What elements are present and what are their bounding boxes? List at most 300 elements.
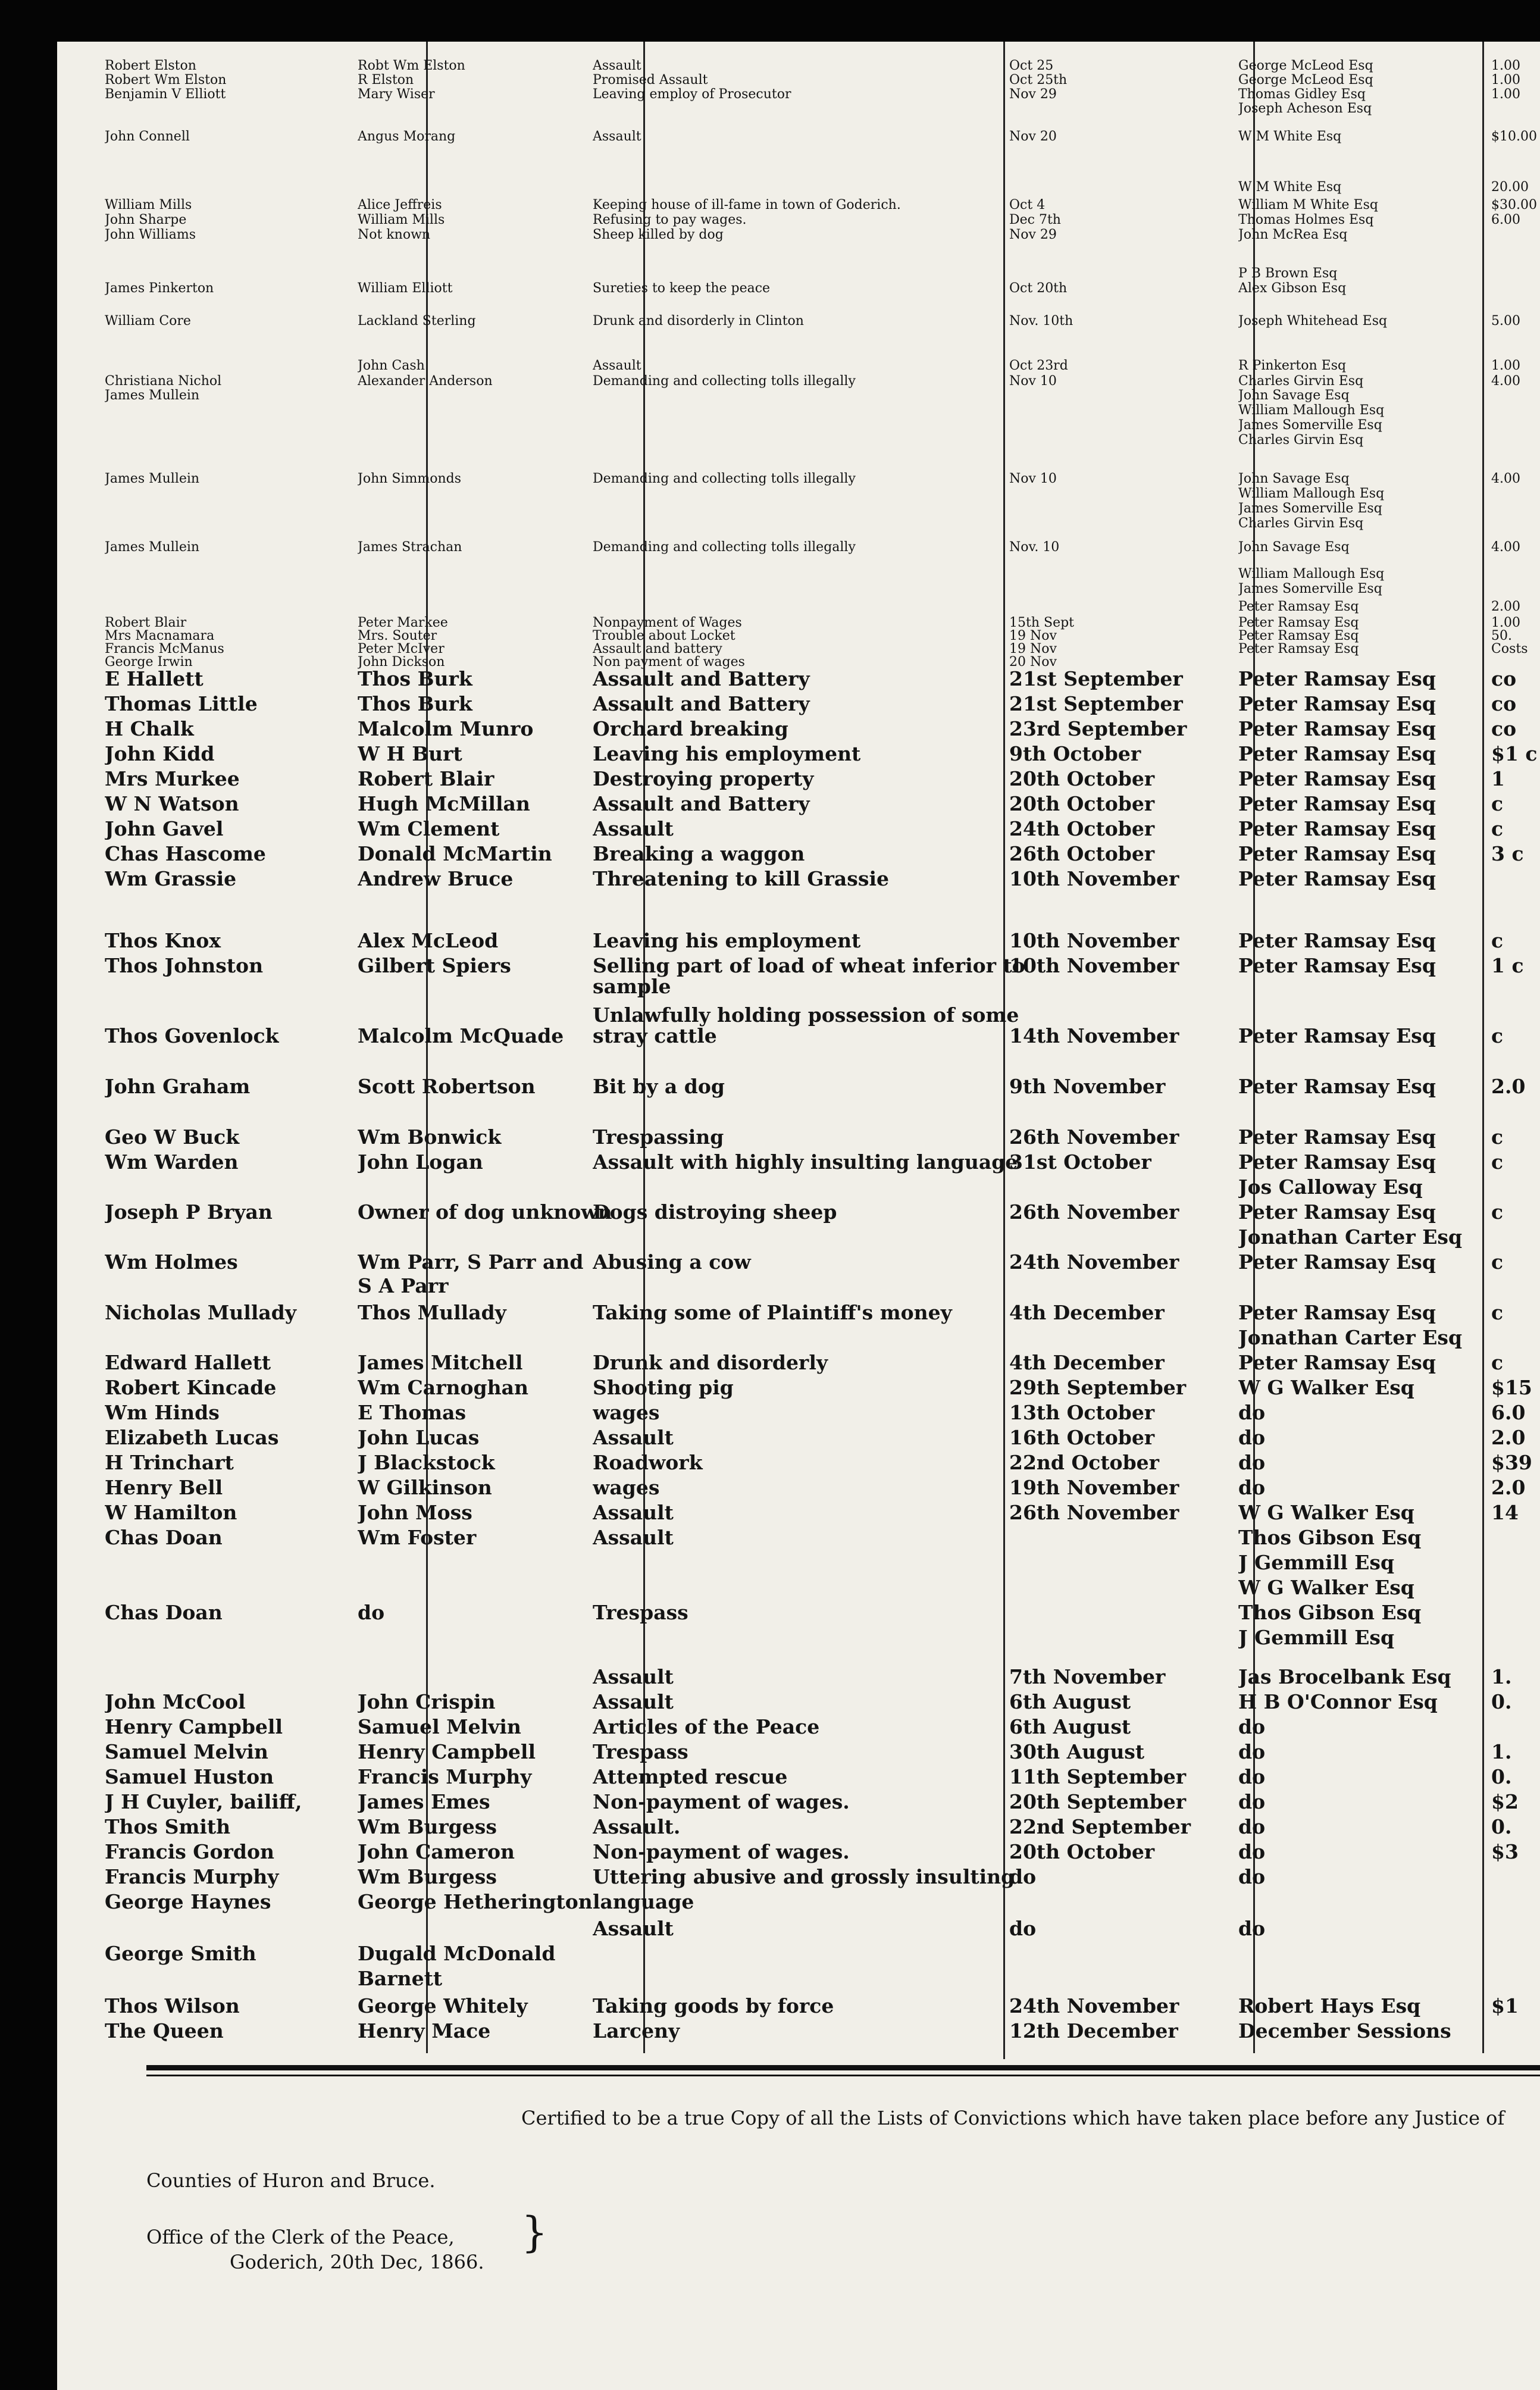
cell-offence: wages xyxy=(593,1476,660,1499)
cell-name-defendant: W Hamilton xyxy=(105,1501,237,1524)
cell-fine: 1.00 xyxy=(1491,615,1520,630)
cell-name-defendant: Benjamin V Elliott xyxy=(105,87,226,102)
cell-date: 13th October xyxy=(1009,1401,1155,1424)
cell-justice: Peter Ramsay Esq xyxy=(1238,929,1436,952)
cell-date: Nov 10 xyxy=(1009,471,1057,486)
cell-fine: 2.0 xyxy=(1491,1075,1526,1098)
cell-justice: James Somerville Esq xyxy=(1238,581,1382,596)
clerk-office-line: Office of the Clerk of the Peace, xyxy=(146,2226,455,2248)
cell-fine: co xyxy=(1491,667,1517,690)
cell-name-defendant: John Gavel xyxy=(105,817,224,840)
cell-fine: c xyxy=(1491,1125,1504,1149)
cell-date: 26th November xyxy=(1009,1200,1179,1224)
cell-date: 9th October xyxy=(1009,742,1141,765)
cell-justice: Joseph Whitehead Esq xyxy=(1238,314,1388,329)
cell-name-defendant: Francis Gordon xyxy=(105,1840,274,1863)
cell-justice: Robert Hays Esq xyxy=(1238,1994,1421,2017)
cell-fine: 2.00 xyxy=(1491,599,1520,614)
cell-justice: Thos Gibson Esq xyxy=(1238,1601,1422,1624)
cell-offence: Trouble about Locket xyxy=(593,628,735,643)
cell-fine: c xyxy=(1491,817,1504,840)
cell-name-prosecutor: John Dickson xyxy=(358,655,445,670)
cell-justice: John McRea Esq xyxy=(1238,227,1348,242)
cell-name-prosecutor: Alex McLeod xyxy=(358,929,499,952)
cell-name-prosecutor: W H Burt xyxy=(358,742,462,765)
cell-offence: Keeping house of ill-fame in town of Goderich. xyxy=(593,198,901,212)
cell-justice: Charles Girvin Esq xyxy=(1238,374,1364,389)
cell-name-defendant: Geo W Buck xyxy=(105,1125,240,1149)
cell-justice: Peter Ramsay Esq xyxy=(1238,1351,1436,1374)
cell-offence: Assault xyxy=(593,129,641,144)
cell-fine: 6.0 xyxy=(1491,1401,1526,1424)
cell-date: Nov. 10th xyxy=(1009,314,1073,329)
cell-date: 15th Sept xyxy=(1009,615,1075,630)
cell-fine: 1. xyxy=(1491,1665,1512,1688)
cell-name-defendant: Wm Holmes xyxy=(105,1250,238,1274)
cell-date: Nov. 10 xyxy=(1009,540,1060,555)
cell-justice: Peter Ramsay Esq xyxy=(1238,599,1359,614)
cell-fine: 0. xyxy=(1491,1690,1512,1713)
cell-offence: Sheep killed by dog xyxy=(593,227,724,242)
cell-fine: 20.00 xyxy=(1491,180,1529,195)
cell-justice: do xyxy=(1238,1765,1266,1788)
cell-offence: Bit by a dog xyxy=(593,1075,725,1098)
cell-offence: Assault xyxy=(593,1501,674,1524)
cell-offence: Demanding and collecting tolls illegally xyxy=(593,374,856,389)
cell-justice: W G Walker Esq xyxy=(1238,1376,1414,1399)
cell-fine: 1. xyxy=(1491,1740,1512,1763)
cell-name-prosecutor: Thos Burk xyxy=(358,667,472,690)
cell-date: 7th November xyxy=(1009,1665,1166,1688)
cell-name-prosecutor: John Simmonds xyxy=(358,471,462,486)
cell-offence: Leaving his employment xyxy=(593,929,861,952)
cell-name-prosecutor: Dugald McDonald xyxy=(358,1942,556,1965)
cell-name-prosecutor: Wm Burgess xyxy=(358,1865,497,1888)
cell-offence: Selling part of load of wheat inferior to xyxy=(593,954,1025,977)
cell-name-defendant: George Irwin xyxy=(105,655,193,670)
cell-name-defendant: Elizabeth Lucas xyxy=(105,1426,279,1449)
cell-name-prosecutor: Thos Mullady xyxy=(358,1301,506,1324)
cell-justice: do xyxy=(1238,1715,1266,1738)
cell-name-prosecutor: Thos Burk xyxy=(358,692,472,715)
cell-name-prosecutor: Gilbert Spiers xyxy=(358,954,511,977)
cell-name-defendant: Wm Warden xyxy=(105,1150,239,1174)
counties-line: Counties of Huron and Bruce. xyxy=(146,2169,436,2192)
cell-offence: Assault and Battery xyxy=(593,692,810,715)
cell-name-prosecutor: E Thomas xyxy=(358,1401,467,1424)
cell-name-prosecutor: Alice Jeffreis xyxy=(358,198,442,212)
cell-offence: Roadwork xyxy=(593,1451,703,1474)
cell-justice: Thomas Holmes Esq xyxy=(1238,212,1374,227)
cell-fine: 1 c xyxy=(1491,954,1524,977)
cell-fine: 4.00 xyxy=(1491,540,1520,555)
cell-justice: Joseph Acheson Esq xyxy=(1238,101,1372,116)
cell-justice: Peter Ramsay Esq xyxy=(1238,1250,1436,1274)
cell-name-prosecutor: Andrew Bruce xyxy=(358,867,514,890)
cell-name-defendant: Henry Bell xyxy=(105,1476,223,1499)
cell-name-prosecutor: Owner of dog unknown xyxy=(358,1200,612,1224)
cell-name-prosecutor: R Elston xyxy=(358,73,414,87)
cell-offence: Trespass xyxy=(593,1740,688,1763)
cell-name-defendant: George Smith xyxy=(105,1942,256,1965)
cell-name-prosecutor: Francis Murphy xyxy=(358,1765,532,1788)
cell-name-prosecutor: George Whitely xyxy=(358,1994,528,2017)
cell-date: Oct 4 xyxy=(1009,198,1046,212)
cell-offence: Dogs distroying sheep xyxy=(593,1200,837,1224)
cell-name-defendant: Chas Hascome xyxy=(105,842,266,865)
cell-fine: $2 xyxy=(1491,1790,1519,1813)
cell-name-prosecutor: James Emes xyxy=(358,1790,490,1813)
cell-name-prosecutor: J Blackstock xyxy=(358,1451,495,1474)
cell-justice: do xyxy=(1238,1451,1266,1474)
cell-date: 14th November xyxy=(1009,1024,1179,1047)
cell-offence: Articles of the Peace xyxy=(593,1715,820,1738)
cell-fine: 14 xyxy=(1491,1501,1519,1524)
cell-date: 4th December xyxy=(1009,1301,1165,1324)
cell-justice: William M White Esq xyxy=(1238,198,1378,212)
brace-glyph: } xyxy=(521,2208,548,2257)
cell-offence: Assault xyxy=(593,1690,674,1713)
cell-name-prosecutor: John Moss xyxy=(358,1501,472,1524)
cell-justice: Peter Ramsay Esq xyxy=(1238,1200,1436,1224)
cell-justice: George McLeod Esq xyxy=(1238,73,1373,87)
cell-fine: $30.00 xyxy=(1491,198,1537,212)
cell-date: Nov 10 xyxy=(1009,374,1057,389)
cell-date: 30th August xyxy=(1009,1740,1145,1763)
cell-fine: 0. xyxy=(1491,1815,1512,1838)
cell-offence: language xyxy=(593,1890,694,1913)
cell-name-prosecutor: Malcolm Munro xyxy=(358,717,534,740)
cell-name-defendant: John Williams xyxy=(105,227,196,242)
cell-justice: James Somerville Esq xyxy=(1238,418,1382,433)
cell-justice: John Savage Esq xyxy=(1238,540,1350,555)
cell-offence: Assault and Battery xyxy=(593,792,810,815)
cell-name-defendant: H Chalk xyxy=(105,717,194,740)
cell-date: 26th November xyxy=(1009,1125,1179,1149)
cell-offence: Larceny xyxy=(593,2019,680,2042)
cell-justice: William Mallough Esq xyxy=(1238,567,1385,581)
cell-name-defendant: Christiana Nichol xyxy=(105,374,222,389)
cell-name-defendant: The Queen xyxy=(105,2019,224,2042)
cell-name-defendant: Robert Blair xyxy=(105,615,187,630)
cell-fine: c xyxy=(1491,1024,1504,1047)
cell-date: 16th October xyxy=(1009,1426,1155,1449)
cell-date: 6th August xyxy=(1009,1690,1131,1713)
cell-name-defendant: W N Watson xyxy=(105,792,239,815)
cell-offence: Leaving his employment xyxy=(593,742,861,765)
cell-justice: Peter Ramsay Esq xyxy=(1238,742,1436,765)
cell-name-defendant: Robert Wm Elston xyxy=(105,73,227,87)
cell-name-prosecutor: Wm Bonwick xyxy=(358,1125,502,1149)
cell-offence: Orchard breaking xyxy=(593,717,788,740)
cell-name-defendant: John Graham xyxy=(105,1075,251,1098)
cell-fine: 2.0 xyxy=(1491,1426,1526,1449)
cell-justice: Peter Ramsay Esq xyxy=(1238,867,1436,890)
cell-name-defendant: John Kidd xyxy=(105,742,215,765)
cell-date: Oct 25 xyxy=(1009,58,1054,73)
cell-justice: do xyxy=(1238,1840,1266,1863)
cell-name-prosecutor: Lackland Sterling xyxy=(358,314,476,329)
cell-fine: $39 xyxy=(1491,1451,1532,1474)
cell-date: 24th November xyxy=(1009,1994,1179,2017)
cell-date: Oct 25th xyxy=(1009,73,1068,87)
place-date-line: Goderich, 20th Dec, 1866. xyxy=(230,2251,484,2273)
cell-date: 29th September xyxy=(1009,1376,1187,1399)
cell-name-prosecutor: John Logan xyxy=(358,1150,483,1174)
cell-name-defendant: Joseph P Bryan xyxy=(105,1200,273,1224)
cell-justice: December Sessions xyxy=(1238,2019,1451,2042)
cell-fine: c xyxy=(1491,1301,1504,1324)
cell-fine: 4.00 xyxy=(1491,374,1520,389)
cell-date: 23rd September xyxy=(1009,717,1187,740)
cell-fine: c xyxy=(1491,929,1504,952)
cell-offence: Demanding and collecting tolls illegally xyxy=(593,471,856,486)
cell-name-prosecutor: John Lucas xyxy=(358,1426,480,1449)
cell-name-prosecutor: Wm Carnoghan xyxy=(358,1376,528,1399)
cell-offence: Demanding and collecting tolls illegally xyxy=(593,540,856,555)
cell-date: do xyxy=(1009,1865,1037,1888)
cell-offence: Assault. xyxy=(593,1815,681,1838)
cell-fine: 4.00 xyxy=(1491,471,1520,486)
cell-justice: do xyxy=(1238,1865,1266,1888)
cell-justice: Peter Ramsay Esq xyxy=(1238,667,1436,690)
cell-offence: stray cattle xyxy=(593,1024,717,1047)
cell-justice: Peter Ramsay Esq xyxy=(1238,817,1436,840)
cell-name-defendant: George Haynes xyxy=(105,1890,271,1913)
cell-name-defendant: H Trinchart xyxy=(105,1451,234,1474)
cell-offence: Nonpayment of Wages xyxy=(593,615,742,630)
cell-date: Oct 23rd xyxy=(1009,358,1068,373)
cell-offence: Unlawfully holding possession of some xyxy=(593,1003,1019,1027)
cell-name-defendant: Henry Campbell xyxy=(105,1715,283,1738)
cell-justice: H B O'Connor Esq xyxy=(1238,1690,1438,1713)
cell-justice: W M White Esq xyxy=(1238,129,1342,144)
cell-fine: 6.00 xyxy=(1491,212,1520,227)
cell-fine: Costs xyxy=(1491,642,1528,656)
cell-name-defendant: Robert Elston xyxy=(105,58,196,73)
cell-justice: W G Walker Esq xyxy=(1238,1576,1414,1599)
cell-name-defendant: Thos Knox xyxy=(105,929,221,952)
cell-name-prosecutor: Wm Foster xyxy=(358,1526,477,1549)
cell-name-defendant: James Mullein xyxy=(105,540,200,555)
cell-fine: c xyxy=(1491,1150,1504,1174)
cell-name-prosecutor: Barnett xyxy=(358,1967,443,1990)
cell-name-defendant: Nicholas Mullady xyxy=(105,1301,297,1324)
cell-name-prosecutor: Angus Morang xyxy=(358,129,456,144)
cell-justice: Peter Ramsay Esq xyxy=(1238,628,1359,643)
cell-offence: Leaving employ of Prosecutor xyxy=(593,87,791,102)
cell-offence: Non payment of wages xyxy=(593,655,745,670)
cell-fine: c xyxy=(1491,1351,1504,1374)
cell-offence: Refusing to pay wages. xyxy=(593,212,747,227)
cell-justice: William Mallough Esq xyxy=(1238,486,1385,501)
cell-name-prosecutor: Wm Parr, S Parr and xyxy=(358,1250,584,1274)
cell-fine: $10.00 xyxy=(1491,129,1537,144)
cell-justice: James Somerville Esq xyxy=(1238,501,1382,516)
cell-offence: Shooting pig xyxy=(593,1376,734,1399)
cell-offence: Assault xyxy=(593,1917,674,1940)
cell-name-defendant: John Sharpe xyxy=(105,212,187,227)
cell-name-prosecutor: W Gilkinson xyxy=(358,1476,492,1499)
cell-date: 20th October xyxy=(1009,767,1155,790)
cell-justice: Peter Ramsay Esq xyxy=(1238,1150,1436,1174)
cell-fine: 3 c xyxy=(1491,842,1524,865)
cell-fine: 5.00 xyxy=(1491,314,1520,329)
cell-justice: R Pinkerton Esq xyxy=(1238,358,1347,373)
cell-justice: George McLeod Esq xyxy=(1238,58,1373,73)
double-rule xyxy=(146,2065,1540,2070)
cell-fine: 0. xyxy=(1491,1765,1512,1788)
cell-justice: do xyxy=(1238,1790,1266,1813)
cell-name-defendant: William Core xyxy=(105,314,191,329)
cell-date: 19th November xyxy=(1009,1476,1179,1499)
cell-name-defendant: James Mullein xyxy=(105,471,200,486)
cell-date: 26th October xyxy=(1009,842,1155,865)
cell-justice: Peter Ramsay Esq xyxy=(1238,1301,1436,1324)
cell-fine: co xyxy=(1491,717,1517,740)
cell-fine: 1 xyxy=(1491,767,1505,790)
cell-date: 20th September xyxy=(1009,1790,1187,1813)
cell-name-defendant: William Mills xyxy=(105,198,192,212)
cell-fine: 1.00 xyxy=(1491,358,1520,373)
cell-fine: 2.0 xyxy=(1491,1476,1526,1499)
cell-name-prosecutor: Donald McMartin xyxy=(358,842,552,865)
cell-offence: Assault xyxy=(593,817,674,840)
cell-date: Oct 20th xyxy=(1009,281,1068,296)
cell-date: 24th October xyxy=(1009,817,1155,840)
cell-name-defendant: Thos Smith xyxy=(105,1815,231,1838)
cell-name-defendant: J H Cuyler, bailiff, xyxy=(105,1790,302,1813)
cell-offence: Trespassing xyxy=(593,1125,724,1149)
cell-name-defendant: James Pinkerton xyxy=(105,281,214,296)
cell-name-defendant: Mrs Murkee xyxy=(105,767,240,790)
cell-fine: c xyxy=(1491,1250,1504,1274)
cell-name-defendant: James Mullein xyxy=(105,388,200,403)
cell-name-defendant: Thos Wilson xyxy=(105,1994,240,2017)
cell-name-prosecutor: Mrs. Souter xyxy=(358,628,437,643)
cell-offence: Assault xyxy=(593,1426,674,1449)
cell-justice: J Gemmill Esq xyxy=(1238,1626,1395,1649)
cell-fine: 50. xyxy=(1491,628,1512,643)
cell-offence: Destroying property xyxy=(593,767,814,790)
cell-date: Dec 7th xyxy=(1009,212,1061,227)
cell-name-prosecutor: James Mitchell xyxy=(358,1351,523,1374)
cell-name-prosecutor: Peter McIver xyxy=(358,642,445,656)
cell-offence: Promised Assault xyxy=(593,73,708,87)
cell-name-defendant: Thomas Little xyxy=(105,692,258,715)
cell-justice: Jonathan Carter Esq xyxy=(1238,1225,1463,1249)
cell-justice: P B Brown Esq xyxy=(1238,266,1338,281)
certification-statement: Certified to be a true Copy of all the Lists of Convictions which have taken place before any Justice of xyxy=(521,2107,1505,2129)
cell-fine: $3 xyxy=(1491,1840,1519,1863)
cell-name-prosecutor: S A Parr xyxy=(358,1274,449,1297)
cell-justice: Peter Ramsay Esq xyxy=(1238,1075,1436,1098)
cell-name-prosecutor: Peter Markee xyxy=(358,615,448,630)
cell-date: 21st September xyxy=(1009,667,1183,690)
cell-name-prosecutor: William Mills xyxy=(358,212,445,227)
cell-name-defendant: Mrs Macnamara xyxy=(105,628,215,643)
cell-name-prosecutor: Henry Mace xyxy=(358,2019,491,2042)
cell-justice: Peter Ramsay Esq xyxy=(1238,642,1359,656)
cell-justice: Charles Girvin Esq xyxy=(1238,516,1364,531)
cell-name-prosecutor: James Strachan xyxy=(358,540,462,555)
cell-justice: Jonathan Carter Esq xyxy=(1238,1326,1463,1349)
convictions-page xyxy=(57,42,1540,2390)
cell-justice: do xyxy=(1238,1426,1266,1449)
cell-name-defendant: Samuel Melvin xyxy=(105,1740,268,1763)
cell-name-prosecutor: Scott Robertson xyxy=(358,1075,536,1098)
cell-name-prosecutor: Wm Clement xyxy=(358,817,500,840)
cell-name-prosecutor: do xyxy=(358,1601,385,1624)
cell-name-prosecutor: George Hetherington xyxy=(358,1890,593,1913)
cell-date: 10th November xyxy=(1009,867,1179,890)
cell-offence: Trespass xyxy=(593,1601,688,1624)
cell-offence: Non-payment of wages. xyxy=(593,1840,850,1863)
cell-name-defendant: Wm Hinds xyxy=(105,1401,220,1424)
cell-offence: Threatening to kill Grassie xyxy=(593,867,889,890)
cell-date: 10th November xyxy=(1009,954,1179,977)
cell-offence: Attempted rescue xyxy=(593,1765,788,1788)
cell-name-prosecutor: Alexander Anderson xyxy=(358,374,493,389)
cell-date: 4th December xyxy=(1009,1351,1165,1374)
cell-fine: 1.00 xyxy=(1491,73,1520,87)
cell-date: 19 Nov xyxy=(1009,642,1057,656)
cell-fine: c xyxy=(1491,792,1504,815)
cell-date: 10th November xyxy=(1009,929,1179,952)
cell-justice: Peter Ramsay Esq xyxy=(1238,1024,1436,1047)
cell-fine: $15 xyxy=(1491,1376,1532,1399)
cell-name-defendant: Robert Kincade xyxy=(105,1376,277,1399)
cell-offence: Drunk and disorderly xyxy=(593,1351,828,1374)
cell-offence: Abusing a cow xyxy=(593,1250,751,1274)
cell-date: Nov 29 xyxy=(1009,227,1057,242)
cell-date: 19 Nov xyxy=(1009,628,1057,643)
cell-offence: Taking goods by force xyxy=(593,1994,834,2017)
cell-name-defendant: E Hallett xyxy=(105,667,204,690)
cell-name-prosecutor: Samuel Melvin xyxy=(358,1715,521,1738)
cell-name-defendant: Chas Doan xyxy=(105,1601,223,1624)
cell-justice: do xyxy=(1238,1815,1266,1838)
cell-name-prosecutor: William Elliott xyxy=(358,281,453,296)
cell-name-prosecutor: John Cameron xyxy=(358,1840,515,1863)
cell-name-defendant: Francis Murphy xyxy=(105,1865,279,1888)
cell-date: 9th November xyxy=(1009,1075,1166,1098)
cell-justice: Peter Ramsay Esq xyxy=(1238,842,1436,865)
cell-offence: Assault and battery xyxy=(593,642,722,656)
cell-name-prosecutor: Mary Wiser xyxy=(358,87,435,102)
cell-date: Nov 20 xyxy=(1009,129,1057,144)
cell-name-defendant: Francis McManus xyxy=(105,642,224,656)
cell-date: 26th November xyxy=(1009,1501,1179,1524)
cell-name-defendant: Thos Govenlock xyxy=(105,1024,279,1047)
cell-justice: Thomas Gidley Esq xyxy=(1238,87,1366,102)
cell-justice: Jos Calloway Esq xyxy=(1238,1175,1423,1199)
cell-justice: J Gemmill Esq xyxy=(1238,1551,1395,1574)
cell-date: 20th October xyxy=(1009,1840,1155,1863)
cell-name-prosecutor: Robert Blair xyxy=(358,767,494,790)
cell-name-prosecutor: Wm Burgess xyxy=(358,1815,497,1838)
cell-date: 6th August xyxy=(1009,1715,1131,1738)
cell-justice: John Savage Esq xyxy=(1238,388,1350,403)
cell-fine: $1 xyxy=(1491,1994,1519,2017)
cell-name-prosecutor: Malcolm McQuade xyxy=(358,1024,564,1047)
cell-fine: co xyxy=(1491,692,1517,715)
cell-date: 24th November xyxy=(1009,1250,1179,1274)
cell-date: 20th October xyxy=(1009,792,1155,815)
cell-justice: Peter Ramsay Esq xyxy=(1238,692,1436,715)
cell-offence: Assault xyxy=(593,58,641,73)
cell-fine: $1 c xyxy=(1491,742,1538,765)
